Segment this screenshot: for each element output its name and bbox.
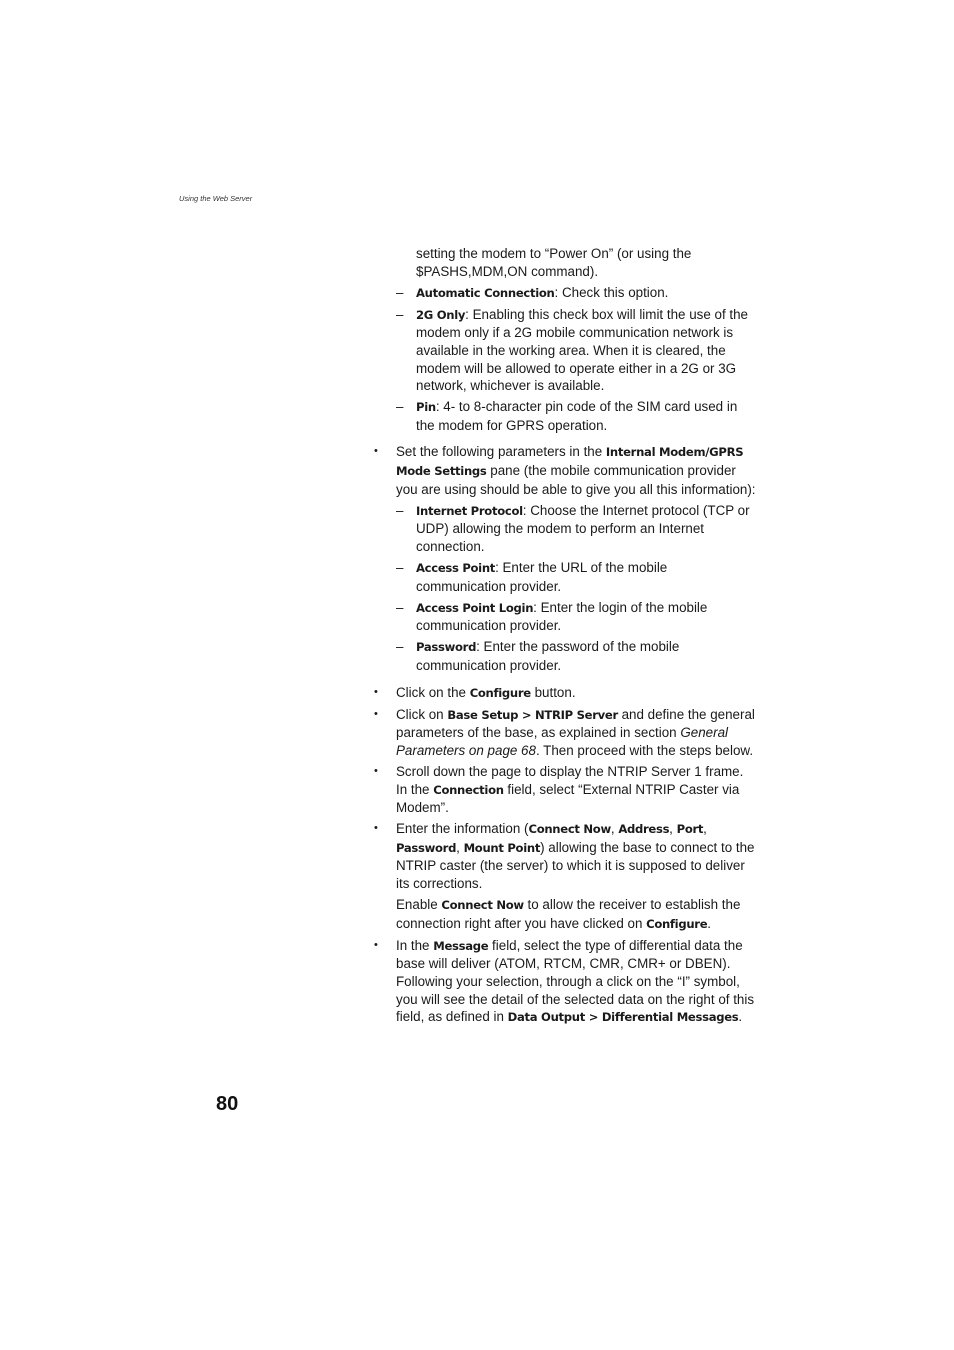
term-connect-now: Connect Now [441,898,524,913]
term-message: Message [433,938,489,953]
text: Click on the [396,684,470,700]
text: to allow the receiver to establish the connection right after you have clicked on [396,897,741,931]
list-item-password [374,638,758,674]
continued-text: setting the modem to “Power On” (or using the $PASHS,MDM,ON command). [416,246,692,279]
cross-reference: General Parameters on page 68 [396,725,728,758]
dash-marker: – [396,560,404,575]
bullet-marker: • [374,822,378,835]
term-data-output-differential: Data Output > Differential Messages [507,1010,739,1025]
desc-access-point: : Enter the URL of the mobile communication provider. [416,560,668,594]
running-header: Using the Web Server [179,194,253,203]
text: and define the general parameters of the base, as explained in section [396,706,755,741]
bullet-marker: • [374,707,378,720]
term-automatic-connection: Automatic Connection [416,285,555,300]
text: field, select the type of differential data the base will deliver (ATOM, RTCM, CMR, CMR+ or DBEN). Following your selection, through a click on the “I” symbol, you will see the detail of the selected data on the right of this field, as defined in [396,937,755,1025]
enable-connect-now-paragraph [374,896,758,933]
desc-internet-protocol: : Choose the Internet protocol (TCP or UDP) allowing the modem to perform an Internet connection. [416,502,750,554]
dash-marker: – [396,639,404,655]
term-configure: Configure [646,916,708,931]
term-pin: Pin [416,400,436,415]
term-connection: Connection [433,782,504,797]
bullet-configure [374,684,758,703]
term-password: Password [396,840,457,855]
text: , [669,821,677,837]
text: button. [530,684,576,700]
dash-marker: – [396,599,404,615]
desc-password: : Enter the password of the mobile communication provider. [416,639,680,673]
text: , [610,821,619,837]
text: pane (the mobile communication provider you are using should be able to give you all this information): [396,463,756,497]
term-mount-point: Mount Point [463,840,541,855]
list-item-internet-protocol [374,502,758,556]
bullet-scroll-down [374,763,758,817]
term-base-setup-ntrip: Base Setup > NTRIP Server [447,707,618,722]
list-item-2g-only [374,306,758,395]
bullet-gprs-settings [374,443,758,498]
text: . [738,1009,743,1025]
text: Set the following parameters in the [396,444,606,460]
text: field, select “External NTRIP Caster via Modem”. [396,781,740,816]
bullet-marker: • [374,938,378,951]
text: Scroll down the page to display the NTRIP Server 1 frame. In the [396,763,744,797]
desc-access-point-login: : Enter the login of the mobile communication provider. [416,599,708,634]
term-password: Password [416,640,477,655]
text: , [456,839,464,855]
bullet-marker: • [374,764,378,777]
term-port: Port [676,822,704,837]
term-internal-modem-gprs: Internal Modem/GPRS Mode Settings [396,445,744,479]
text: . Then proceed with the steps below. [535,742,754,758]
desc-2g-only: : Enabling this check box will limit the use of the modem only if a 2G mobile communication network is available in the working area. When it is cleared, the modem will be allowed to operate either in a 2G or 3G network, whichever is available. [416,306,749,394]
bullet-base-setup [374,706,758,760]
term-address: Address [618,822,670,837]
desc-pin: : 4- to 8-character pin code of the SIM card used in the modem for GPRS operation. [416,399,738,433]
list-item-pin [374,398,758,434]
dash-marker: – [396,306,404,322]
dash-marker: – [396,284,404,300]
bullet-message-field [374,937,758,1027]
list-item-access-point-login [374,599,758,635]
bullet-marker: • [374,685,378,698]
desc-automatic-connection: : Check this option. [554,284,669,300]
bullet-marker: • [374,445,378,458]
term-access-point: Access Point [416,561,496,575]
term-access-point-login: Access Point Login [416,600,534,615]
term-connect-now: Connect Now [528,822,611,837]
term-configure: Configure [469,685,531,700]
text: ) allowing the base to connect to the NTRIP caster (the server) to which it is supposed to deliver its corrections. [396,839,755,891]
text: In the [396,937,434,953]
page-number: 80 [216,1093,239,1115]
term-internet-protocol: Internet Protocol [416,503,523,518]
page-body [374,245,758,1027]
text: . [707,915,712,931]
text: Click on [396,706,448,722]
text: , [703,821,707,837]
text: Enter the information ( [396,821,529,837]
list-item-automatic-connection [374,284,758,303]
term-2g-only: 2G Only [416,307,466,322]
dash-marker: – [396,399,404,415]
dash-marker: – [396,502,404,518]
text: Enable [396,897,442,913]
bullet-enter-information [374,820,758,892]
list-item-access-point [374,559,758,595]
